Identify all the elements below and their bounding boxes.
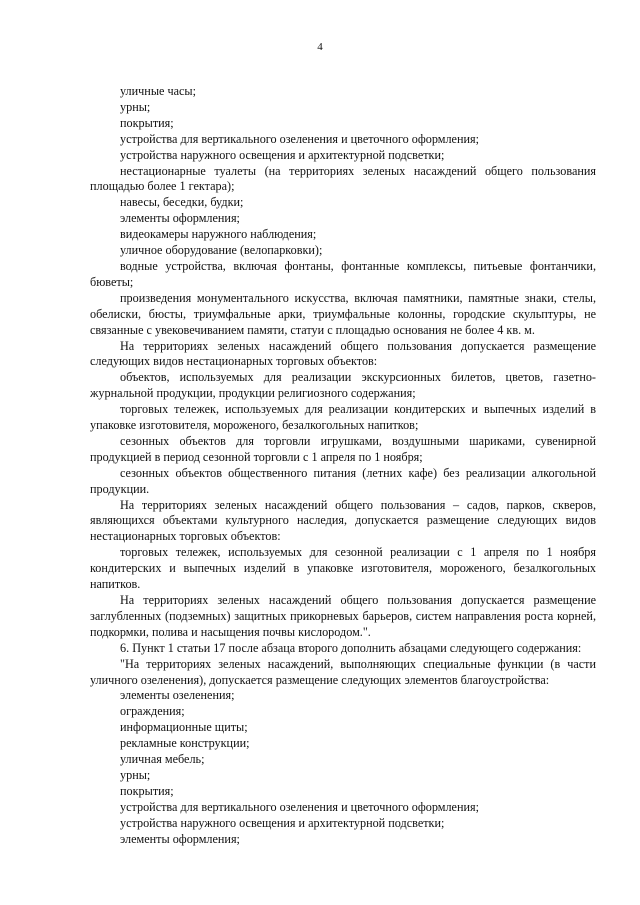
list-item: водные устройства, включая фонтаны, фонтанные комплексы, питьевые фонтанчики, бюветы;: [90, 258, 596, 289]
list-item: покрытия;: [120, 783, 174, 798]
list-item: объектов, используемых для реализации экскурсионных билетов, цветов, газетно-журнальной продукции, продукции религиозного содержания;: [90, 370, 596, 401]
list-item: рекламные конструкции;: [120, 736, 250, 751]
list-item: сезонных объектов общественного питания (летних кафе) без реализации алкогольной продукции.: [90, 465, 596, 496]
list-item: торговых тележек, используемых для реализации кондитерских и выпечных изделий в упаковке изготовителя, мороженого, безалкогольных напитков;: [90, 402, 596, 433]
list-item: элементы оформления;: [120, 831, 240, 846]
list-item: ограждения;: [120, 704, 185, 719]
list-item: информационные щиты;: [120, 720, 248, 735]
list-item: произведения монументального искусства, включая памятники, памятные знаки, стелы, обелиски, бюсты, триумфальные арки, триумфальные колонны, городские скульптуры, не связанные с увековечиванием памяти, статуи с площадью основания не более 4 кв. м.: [90, 290, 596, 337]
paragraph: 6. Пункт 1 статьи 17 после абзаца второго дополнить абзацами следующего содержания:: [120, 640, 582, 655]
list-item: уличные часы;: [120, 84, 196, 98]
paragraph: "На территориях зеленых насаждений, выполняющих специальные функции (в части уличного озеленения), допускается размещение следующих элементов благоустройства:: [90, 656, 596, 687]
list-item: нестационарные туалеты (на территориях зеленых насаждений общего пользования площадью более 1 гектара);: [90, 163, 596, 194]
list-item: элементы оформления;: [120, 211, 240, 226]
list-item: уличное оборудование (велопарковки);: [120, 243, 323, 258]
list-item: торговых тележек, используемых для сезонной реализации с 1 апреля по 1 ноября кондитерских и выпечных изделий в упаковке изготовителя, мороженого, безалкогольных напитков.: [90, 545, 596, 592]
list-item: навесы, беседки, будки;: [120, 195, 244, 210]
list-item: устройства для вертикального озеленения и цветочного оформления;: [120, 799, 480, 814]
list-item: устройства наружного освещения и архитектурной подсветки;: [120, 147, 445, 162]
list-item: устройства для вертикального озеленения и цветочного оформления;: [120, 131, 480, 146]
list-item: урны;: [120, 767, 151, 782]
paragraph: На территориях зеленых насаждений общего пользования – садов, парков, скверов, являющихся объектами культурного наследия, допускается размещение следующих видов нестационарных торговых объектов:: [90, 497, 596, 544]
list-item: уличная мебель;: [120, 752, 205, 767]
paragraph: На территориях зеленых насаждений общего пользования допускается размещение заглубленных (подземных) защитных прикорневых барьеров, систем направления роста корней, подкормки, полива и насыщения почвы кислородом.".: [90, 593, 596, 639]
list-item: элементы озеленения;: [120, 688, 235, 703]
list-item: видеокамеры наружного наблюдения;: [120, 227, 317, 242]
page-number: 4: [317, 41, 323, 53]
list-item: покрытия;: [120, 115, 174, 130]
list-item: урны;: [120, 99, 151, 114]
document-body: [90, 84, 596, 848]
paragraph: На территориях зеленых насаждений общего пользования допускается размещение следующих видов нестационарных торговых объектов:: [90, 338, 596, 369]
list-item: сезонных объектов для торговли игрушками, воздушными шариками, сувенирной продукцией в период сезонной торговли с 1 апреля по 1 ноября;: [90, 433, 596, 464]
list-item: устройства наружного освещения и архитектурной подсветки;: [120, 815, 445, 830]
